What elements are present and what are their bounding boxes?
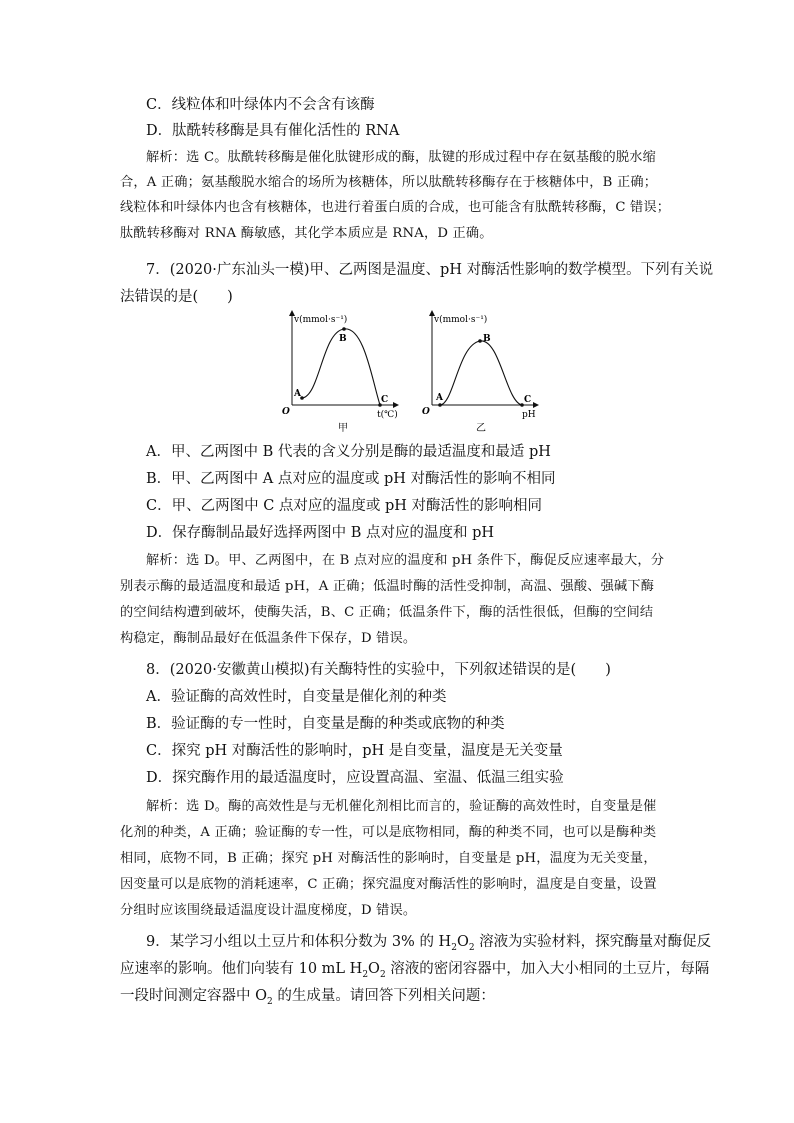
- q7-explanation-line-4: 构稳定，酶制品最好在低温条件下保存，D 错误。: [120, 631, 417, 646]
- right-label-b: B: [483, 334, 491, 344]
- q8-explanation-line-1: 解析：选 D。酶的高效性是与无机催化剂相比而言的，验证酶的高效性时，自变量是催: [146, 799, 657, 814]
- left-caption: 甲: [338, 423, 348, 434]
- right-caption: 乙: [476, 423, 486, 434]
- right-x-label: pH: [522, 410, 536, 420]
- left-label-a: A: [294, 389, 301, 399]
- q7-explanation-line-3: 的空间结构遭到破坏，使酶失活，B、C 正确；低温条件下，酶的活性很低，但酶的空间结: [120, 605, 654, 620]
- right-point-a: [438, 403, 442, 407]
- q7-figure-right-graph: [420, 310, 545, 435]
- q8-option-c: C．探究 pH 对酶活性的影响时，pH 是自变量，温度是无关变量: [146, 743, 563, 759]
- q7-explanation-line-2: 别表示酶的最适温度和最适 pH，A 正确；低温时酶的活性受抑制，高温、强酸、强碱下酶: [120, 579, 655, 594]
- q7-option-b: B．甲、乙两图中 A 点对应的温度或 pH 对酶活性的影响不相同: [146, 471, 556, 487]
- q7-explanation-line-1: 解析：选 D。甲、乙两图中，在 B 点对应的温度和 pH 条件下，酶促反应速率最大，分: [146, 553, 665, 568]
- q7-stem-line-2: 法错误的是( ): [120, 289, 233, 305]
- right-point-b: [478, 339, 482, 343]
- left-origin-label: O: [282, 407, 290, 417]
- q9-line-1: 9．某学习小组以土豆片和体积分数为 3% 的 $H_2O_2$ 溶液为实验材料，探究酶量对酶促反: [146, 934, 712, 953]
- q8-explanation-line-2: 化剂的种类，A 正确；验证酶的专一性，可以是底物相同，酶的种类不同，也可以是酶种类: [120, 825, 657, 840]
- right-label-a: A: [436, 393, 443, 403]
- q6-explanation-line-1: 解析：选 C。肽酰转移酶是催化肽键形成的酶，肽键的形成过程中存在氨基酸的脱水缩: [146, 150, 657, 165]
- q8-option-b: B．验证酶的专一性时，自变量是酶的种类或底物的种类: [146, 716, 505, 732]
- q7-figure-left-graph: [280, 310, 405, 435]
- q7-option-c: C．甲、乙两图中 C 点对应的温度或 pH 对酶活性的影响相同: [146, 498, 543, 514]
- q8-option-a: A．验证酶的高效性时，自变量是催化剂的种类: [146, 689, 447, 705]
- q7-option-a: A．甲、乙两图中 B 代表的含义分别是酶的最适温度和最适 pH: [146, 444, 551, 460]
- q9-line-3: 一段时间测定容器中 $O_2$ 的生成量。请回答下列相关问题：: [120, 988, 495, 1007]
- right-origin-label: O: [422, 407, 430, 417]
- left-x-label: t(℃): [377, 410, 398, 420]
- right-label-c: C: [524, 395, 532, 405]
- q6-option-d: D．肽酰转移酶是具有催化活性的 RNA: [146, 123, 400, 139]
- q8-explanation-line-5: 分组时应该围绕最适温度设计温度梯度，D 错误。: [120, 903, 417, 918]
- q8-explanation-line-4: 因变量可以是底物的消耗速率，C 正确；探究温度对酶活性的影响时，温度是自变量，设置: [120, 877, 657, 892]
- q9-line-2: 应速率的影响。他们向装有 10 mL $H_2O_2$ 溶液的密闭容器中，加入大小相同的土豆片，每隔: [120, 961, 710, 980]
- left-label-c: C: [381, 395, 389, 405]
- left-y-label: v(mmol·s⁻¹): [294, 315, 348, 325]
- q6-explanation-line-3: 线粒体和叶绿体内也含有核糖体，也进行着蛋白质的合成，也可能含有肽酰转移酶，C 错误；: [120, 200, 671, 215]
- q8-option-d: D．探究酶作用的最适温度时，应设置高温、室温、低温三组实验: [146, 770, 564, 786]
- right-y-label: v(mmol·s⁻¹): [434, 315, 488, 325]
- q8-stem: 8．(2020·安徽黄山模拟)有关酶特性的实验中，下列叙述错误的是( ): [146, 662, 611, 678]
- q7-stem-line-1: 7．(2020·广东汕头一模)甲、乙两图是温度、pH 对酶活性影响的数学模型。下列有关说: [146, 262, 714, 278]
- q6-explanation-line-4: 肽酰转移酶对 RNA 酶敏感，其化学本质应是 RNA，D 正确。: [120, 226, 493, 241]
- q7-option-d: D．保存酶制品最好选择两图中 B 点对应的温度和 pH: [146, 525, 495, 541]
- right-curve: [440, 341, 522, 405]
- q6-option-c: C．线粒体和叶绿体内不会含有该酶: [146, 97, 375, 113]
- left-point-b: [342, 327, 346, 331]
- q8-explanation-line-3: 相同，底物不同，B 正确；探究 pH 对酶活性的影响时，自变量是 pH，温度为无关变量，: [120, 851, 657, 866]
- left-label-b: B: [339, 334, 347, 344]
- q6-explanation-line-2: 合，A 正确；氨基酸脱水缩合的场所为核糖体，所以肽酰转移酶存在于核糖体中，B 正确；: [120, 175, 658, 190]
